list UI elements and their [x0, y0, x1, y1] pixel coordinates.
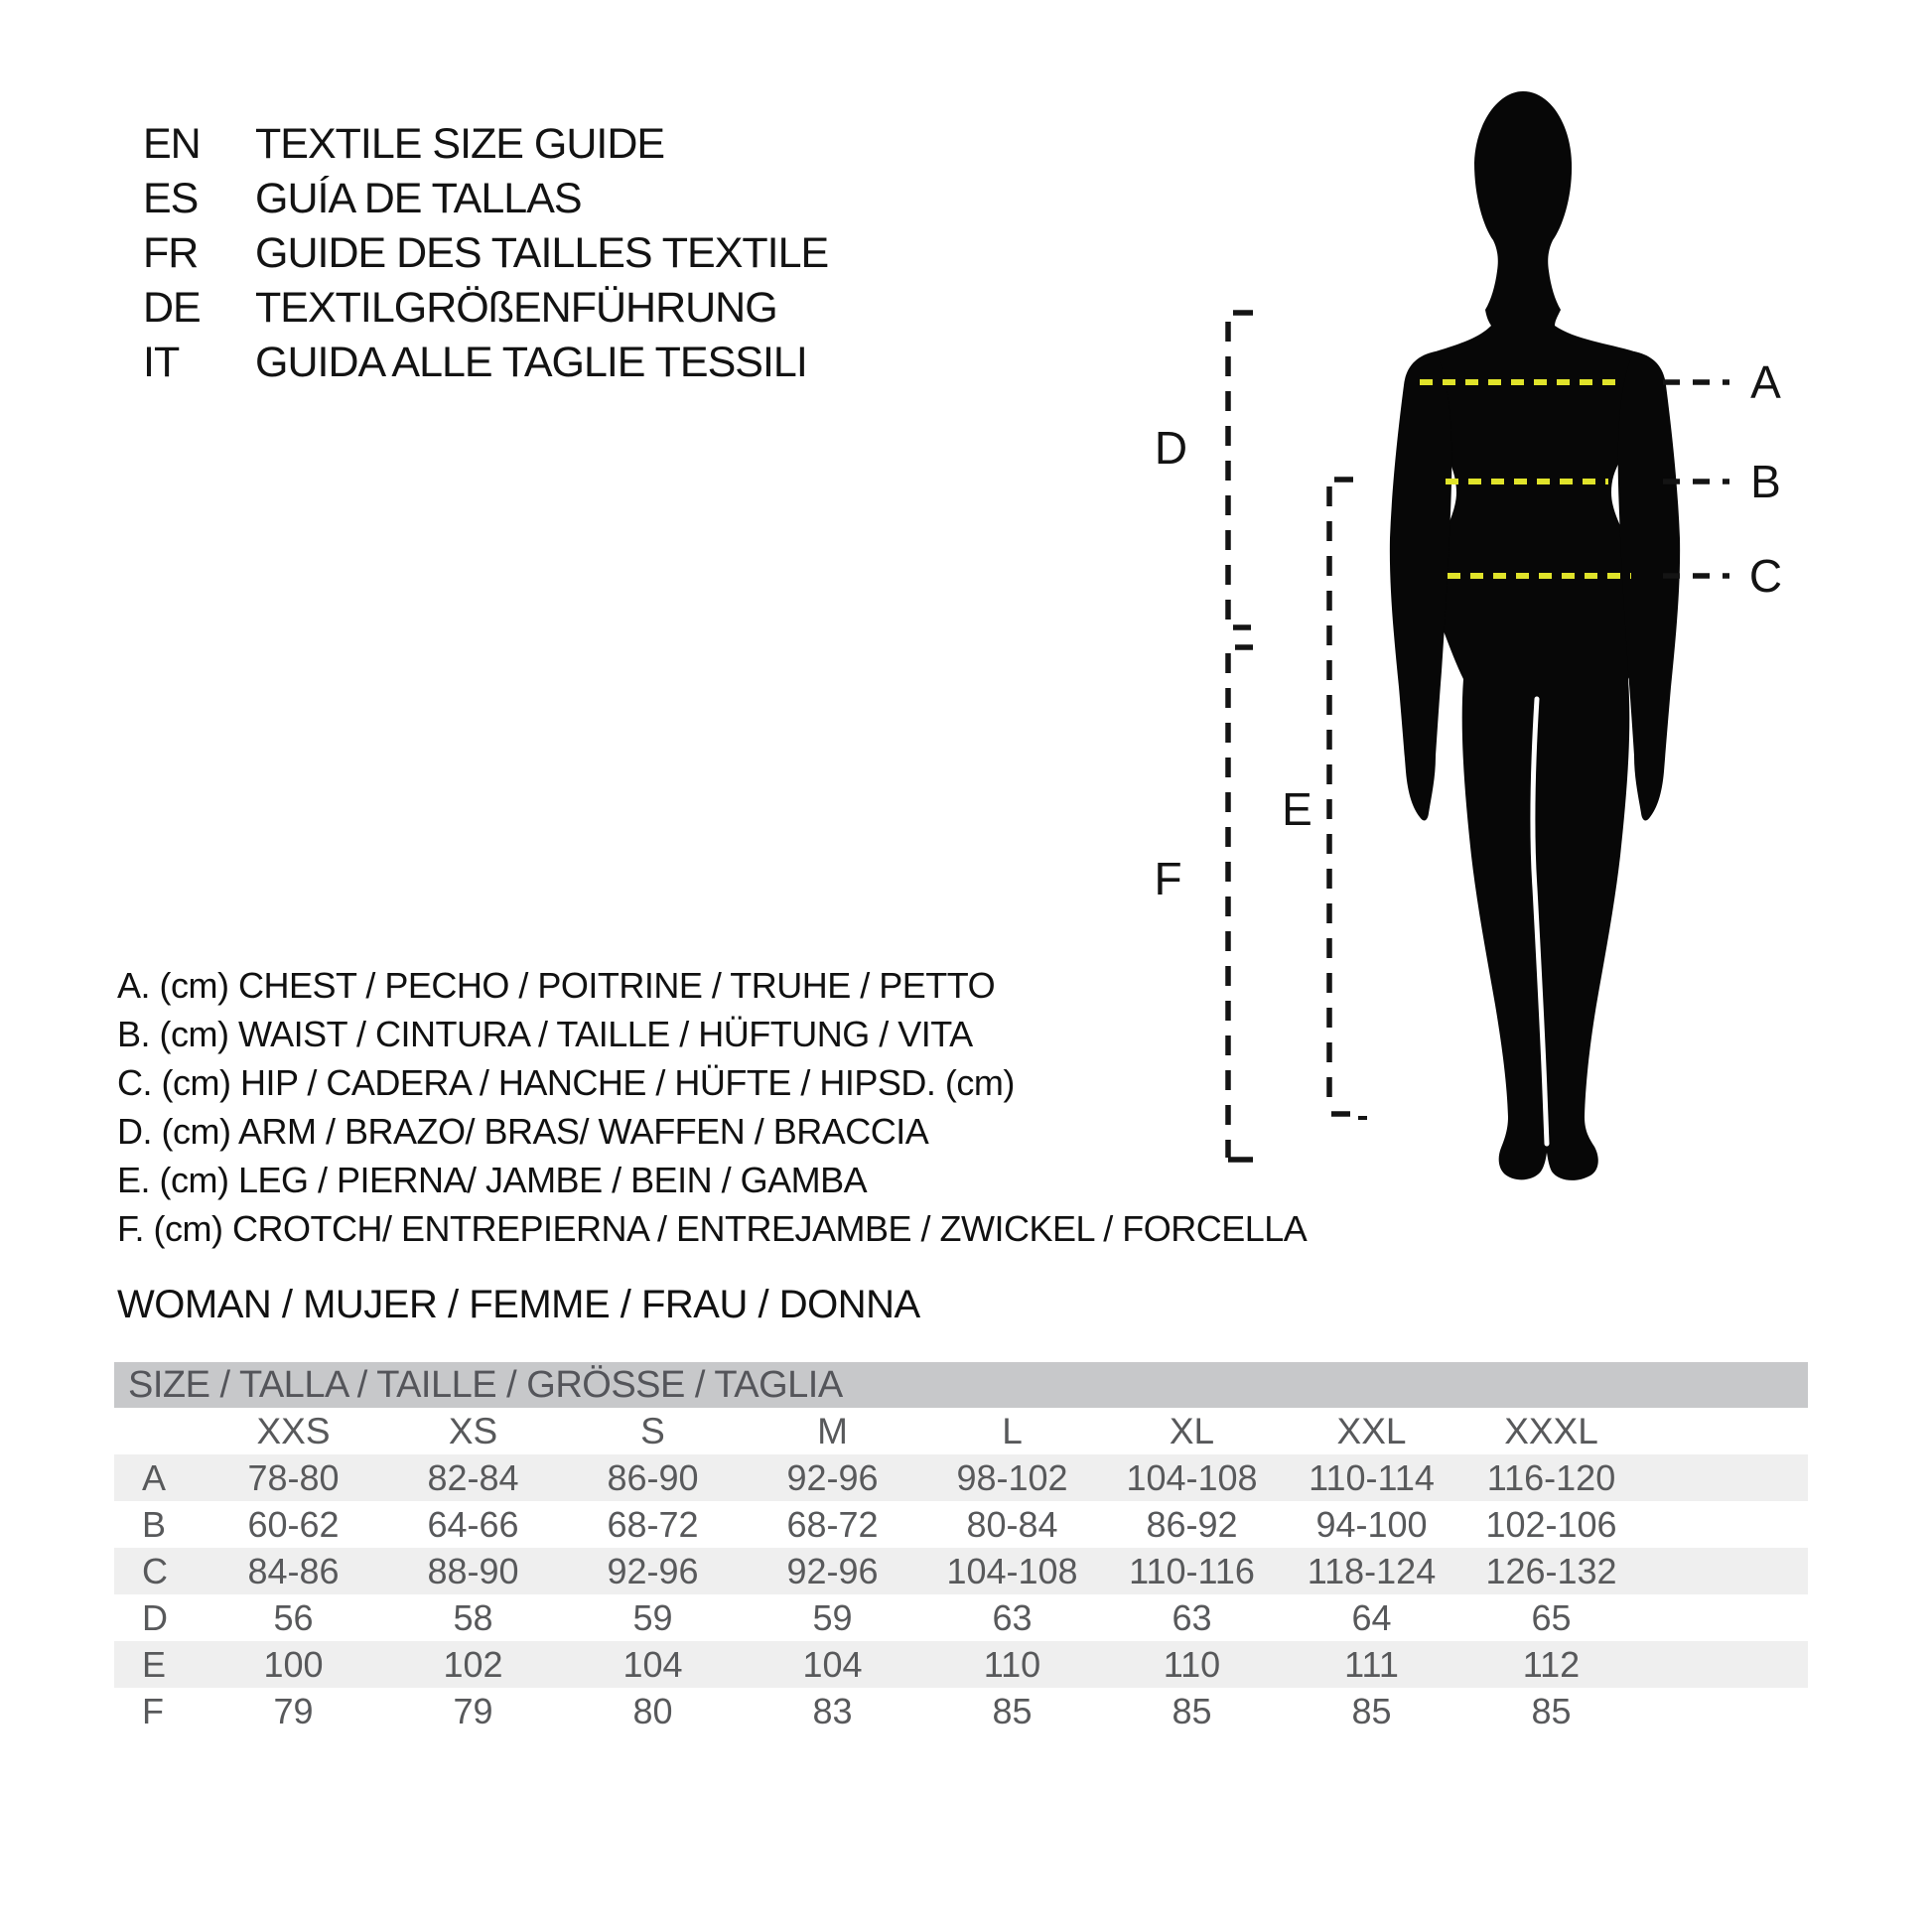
- table-row-hip: [114, 1548, 1808, 1594]
- cell-value: 59: [632, 1596, 673, 1638]
- table-row-leg: [114, 1641, 1808, 1688]
- cell-value: 79: [453, 1690, 493, 1731]
- cell-value: 104: [743, 1641, 922, 1688]
- guide-title: TEXTILGRÖßENFÜHRUNG: [255, 284, 777, 332]
- cell-value: 80-84: [966, 1503, 1058, 1545]
- cell-value: 98-102: [922, 1454, 1102, 1501]
- size-names-row: [114, 1408, 1808, 1454]
- language-code: ES: [143, 175, 199, 222]
- cell-value: 102: [383, 1641, 563, 1688]
- table-row-waist: [114, 1501, 1808, 1548]
- label-leg-e: E: [1282, 783, 1311, 835]
- table-header-bar: SIZE / TALLA / TAILLE / GRÖSSE / TAGLIA: [114, 1362, 1808, 1408]
- empty-cell: [1641, 1594, 1808, 1641]
- cell-value: 84-86: [204, 1548, 383, 1594]
- size-col-s: S: [640, 1410, 665, 1451]
- cell-value: 68-72: [607, 1503, 699, 1545]
- woman-silhouette: [1409, 91, 1661, 1180]
- row-label: D: [142, 1596, 168, 1638]
- label-arm-d: D: [1154, 422, 1187, 474]
- language-row: [143, 172, 828, 226]
- cell-value: 58: [453, 1596, 493, 1638]
- table-row-crotch: [114, 1688, 1808, 1734]
- cell-value: 64-66: [427, 1503, 519, 1545]
- cell-value: 110-114: [1282, 1454, 1461, 1501]
- cell-value: 82-84: [383, 1454, 563, 1501]
- table-row-chest: [114, 1454, 1808, 1501]
- cell-value: 85: [1531, 1690, 1572, 1731]
- cell-value: 104-108: [1102, 1454, 1282, 1501]
- cell-value: 94-100: [1315, 1503, 1428, 1545]
- language-code: DE: [143, 284, 201, 332]
- cell-value: 118-124: [1282, 1548, 1461, 1594]
- size-table: [114, 1362, 1808, 1734]
- cell-value: 80: [632, 1690, 673, 1731]
- empty-cell: [1641, 1408, 1808, 1454]
- language-code: IT: [143, 339, 180, 386]
- cell-value: 116-120: [1461, 1454, 1641, 1501]
- cell-value: 88-90: [383, 1548, 563, 1594]
- row-label: E: [114, 1641, 204, 1688]
- cell-value: 86-92: [1146, 1503, 1238, 1545]
- size-col-xxxl: XXXL: [1504, 1410, 1598, 1451]
- label-chest-a: A: [1750, 356, 1780, 408]
- language-code: EN: [143, 120, 201, 168]
- cell-value: 104-108: [922, 1548, 1102, 1594]
- cell-value: 111: [1282, 1641, 1461, 1688]
- language-row: [143, 281, 828, 336]
- size-col-xs: XS: [448, 1410, 498, 1451]
- label-waist-b: B: [1750, 456, 1780, 507]
- cell-value: 59: [812, 1596, 853, 1638]
- language-row: [143, 117, 828, 172]
- cell-value: 126-132: [1461, 1548, 1641, 1594]
- empty-cell: [1641, 1501, 1808, 1548]
- cell-value: 92-96: [563, 1548, 743, 1594]
- cell-value: 63: [1172, 1596, 1212, 1638]
- label-hip-c: C: [1748, 550, 1782, 602]
- language-code: FR: [143, 229, 199, 277]
- cell-value: 92-96: [743, 1454, 922, 1501]
- cell-value: 56: [273, 1596, 314, 1638]
- row-label: A: [114, 1454, 204, 1501]
- size-col-m: M: [817, 1410, 848, 1451]
- gender-title: WOMAN / MUJER / FEMME / FRAU / DONNA: [117, 1283, 920, 1326]
- legend-line-arm: D. (cm) ARM / BRAZO/ BRAS/ WAFFEN / BRACCIA: [117, 1111, 929, 1152]
- legend-line-waist: B. (cm) WAIST / CINTURA / TAILLE / HÜFTUNG / VITA: [117, 1014, 973, 1054]
- size-col-xxs: XXS: [256, 1410, 331, 1451]
- table-header-row: [114, 1362, 1808, 1408]
- legend-line-crotch: F. (cm) CROTCH/ ENTREPIERNA / ENTREJAMBE / ZWICKEL / FORCELLA: [117, 1208, 1308, 1249]
- cell-value: 110: [1102, 1641, 1282, 1688]
- cell-value: 63: [992, 1596, 1033, 1638]
- size-col-xxl: XXL: [1336, 1410, 1407, 1451]
- cell-value: 68-72: [786, 1503, 879, 1545]
- label-crotch-f: F: [1154, 853, 1181, 904]
- guide-title: GUÍA DE TALLAS: [255, 175, 582, 222]
- legend-line-chest: A. (cm) CHEST / PECHO / POITRINE / TRUHE / PETTO: [117, 965, 996, 1006]
- cell-value: 110: [922, 1641, 1102, 1688]
- size-col-l: L: [1002, 1410, 1023, 1451]
- cell-value: 110-116: [1102, 1548, 1282, 1594]
- cell-value: 85: [1172, 1690, 1212, 1731]
- cell-value: 78-80: [204, 1454, 383, 1501]
- cell-value: 79: [273, 1690, 314, 1731]
- cell-value: 85: [992, 1690, 1033, 1731]
- legend-line-hip: C. (cm) HIP / CADERA / HANCHE / HÜFTE / HIPSD. (cm): [117, 1062, 1015, 1103]
- cell-value: 64: [1351, 1596, 1392, 1638]
- measurement-legend: [117, 961, 1307, 1253]
- row-label: B: [142, 1503, 167, 1545]
- cell-value: 60-62: [247, 1503, 340, 1545]
- empty-cell: [1641, 1454, 1808, 1501]
- cell-value: 85: [1351, 1690, 1392, 1731]
- cell-value: 104: [563, 1641, 743, 1688]
- cell-value: 102-106: [1485, 1503, 1617, 1545]
- table-row-arm: [114, 1594, 1808, 1641]
- guide-title: GUIDA ALLE TAGLIE TESSILI: [255, 339, 807, 386]
- cell-value: 83: [812, 1690, 853, 1731]
- language-title-block: [143, 117, 828, 390]
- legend-line-leg: E. (cm) LEG / PIERNA/ JAMBE / BEIN / GAMBA: [117, 1160, 868, 1200]
- empty-cell: [1641, 1688, 1808, 1734]
- guide-title: GUIDE DES TAILLES TEXTILE: [255, 229, 829, 277]
- language-row: [143, 226, 828, 281]
- cell-value: 86-90: [563, 1454, 743, 1501]
- cell-value: 65: [1531, 1596, 1572, 1638]
- cell-value: 92-96: [743, 1548, 922, 1594]
- language-row: [143, 336, 828, 390]
- cell-value: 100: [204, 1641, 383, 1688]
- guide-title: TEXTILE SIZE GUIDE: [255, 120, 665, 168]
- cell-value: 112: [1461, 1641, 1641, 1688]
- empty-cell: [114, 1408, 204, 1454]
- row-label: C: [114, 1548, 204, 1594]
- left-arm-silhouette: [1390, 351, 1451, 820]
- empty-cell: [1641, 1641, 1808, 1688]
- row-label: F: [142, 1690, 164, 1731]
- size-col-xl: XL: [1169, 1410, 1215, 1451]
- empty-cell: [1641, 1548, 1808, 1594]
